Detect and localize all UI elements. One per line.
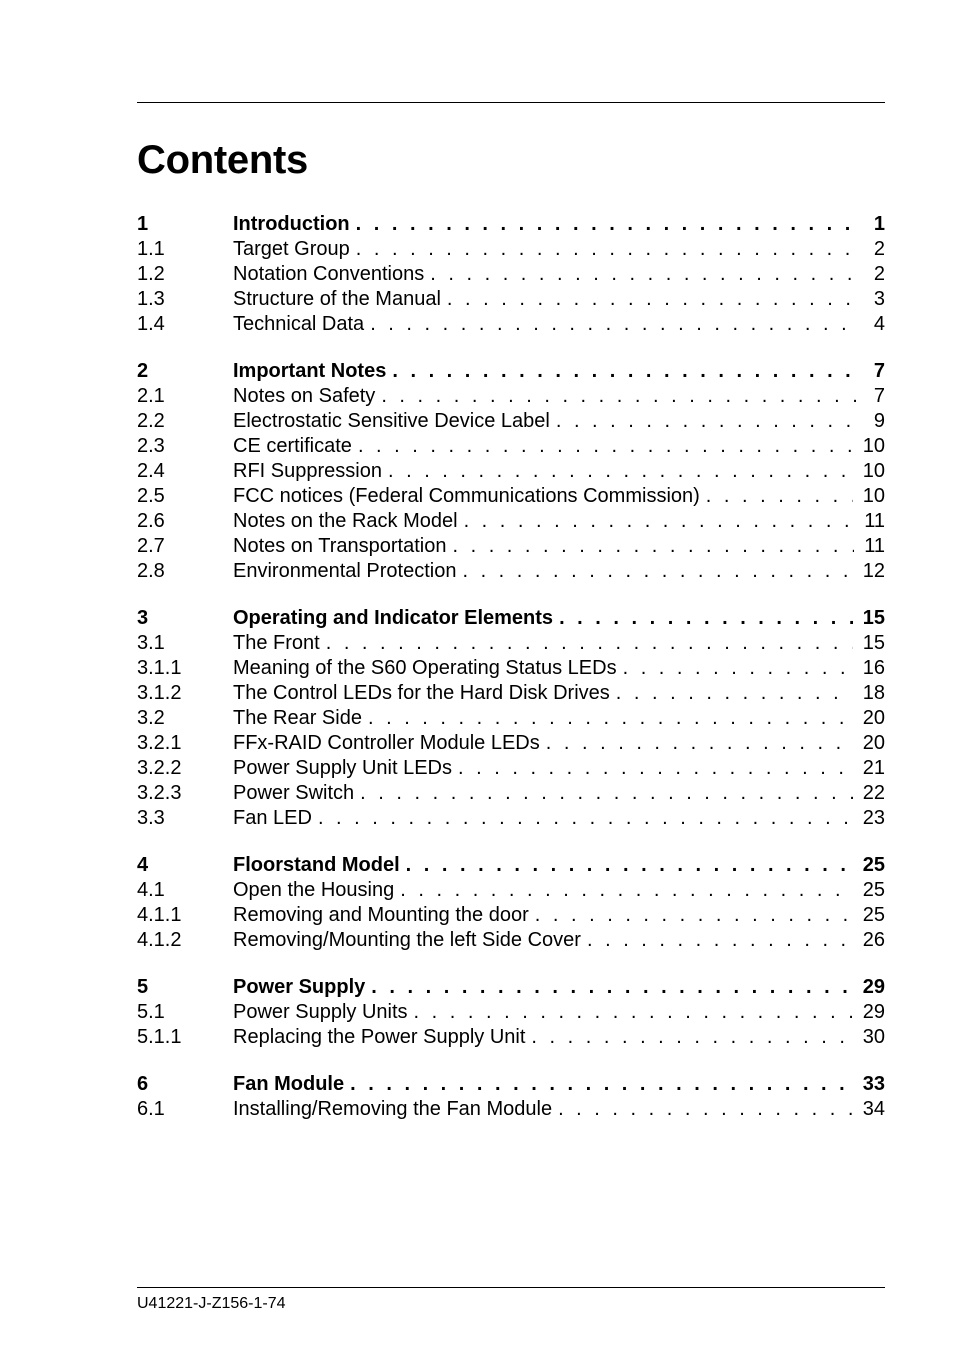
entry-number: 4.1.2	[137, 929, 182, 951]
toc-chapter-group	[137, 1072, 885, 1122]
entry-number: 2.8	[137, 560, 165, 582]
toc-chapter-group	[137, 853, 885, 953]
entry-title: Open the Housing . . .	[233, 878, 885, 903]
entry-title: Technical Data . . .	[233, 312, 885, 337]
toc-section-entry[interactable]	[137, 656, 885, 681]
entry-title: Floorstand Model . . .	[233, 853, 885, 878]
entry-page-number: 15	[853, 606, 885, 631]
entry-number: 2.4	[137, 460, 165, 482]
entry-title: The Front . . .	[233, 631, 885, 656]
toc-chapter-entry[interactable]	[137, 212, 885, 237]
toc-section-entry[interactable]	[137, 534, 885, 559]
entry-page-number: 10	[853, 434, 885, 459]
entry-page-number: 12	[853, 559, 885, 584]
toc-section-entry[interactable]	[137, 878, 885, 903]
entry-title: The Rear Side . . .	[233, 706, 885, 731]
toc-chapter-entry[interactable]	[137, 975, 885, 1000]
entry-title: Meaning of the S60 Operating Status LEDs . . .	[233, 656, 885, 681]
entry-page-number: 25	[853, 878, 885, 903]
entry-number: 2.3	[137, 435, 165, 457]
toc-section-entry[interactable]	[137, 756, 885, 781]
entry-number: 1.1	[137, 238, 165, 260]
toc-section-entry[interactable]	[137, 631, 885, 656]
toc-section-entry[interactable]	[137, 1025, 885, 1050]
entry-number: 6	[137, 1073, 149, 1095]
toc-section-entry[interactable]	[137, 706, 885, 731]
entry-page-number: 7	[857, 359, 885, 384]
entry-page-number: 29	[853, 1000, 885, 1025]
entry-number: 2.7	[137, 535, 165, 557]
entry-number: 1.3	[137, 288, 165, 310]
entry-page-number: 18	[853, 681, 885, 706]
entry-title: Power Supply Unit LEDs . . .	[233, 756, 885, 781]
entry-number: 4.1	[137, 879, 165, 901]
entry-number: 3.2.3	[137, 782, 182, 804]
entry-number: 3	[137, 607, 149, 629]
toc-section-entry[interactable]	[137, 928, 885, 953]
entry-title: Notes on Safety . . .	[233, 384, 885, 409]
entry-page-number: 30	[853, 1025, 885, 1050]
entry-title: Power Supply Units . . .	[233, 1000, 885, 1025]
entry-number: 6.1	[137, 1098, 165, 1120]
entry-number: 5	[137, 976, 149, 998]
toc-chapter-group	[137, 606, 885, 831]
entry-number: 5.1.1	[137, 1026, 182, 1048]
toc-section-entry[interactable]	[137, 484, 885, 509]
toc-section-entry[interactable]	[137, 434, 885, 459]
entry-page-number: 2	[857, 237, 885, 262]
entry-number: 1.2	[137, 263, 165, 285]
entry-number: 4	[137, 854, 149, 876]
entry-title: The Control LEDs for the Hard Disk Drives . . .	[233, 681, 885, 706]
entry-page-number: 10	[853, 459, 885, 484]
entry-page-number: 4	[857, 312, 885, 337]
entry-page-number: 29	[853, 975, 885, 1000]
toc-section-entry[interactable]	[137, 806, 885, 831]
entry-title: Important Notes . . .	[233, 359, 885, 384]
toc-section-entry[interactable]	[137, 781, 885, 806]
document-code: U41221-J-Z156-1-74	[137, 1295, 286, 1312]
entry-page-number: 26	[853, 928, 885, 953]
entry-page-number: 21	[853, 756, 885, 781]
toc-section-entry[interactable]	[137, 1097, 885, 1122]
entry-page-number: 20	[853, 706, 885, 731]
entry-number: 1.4	[137, 313, 165, 335]
entry-page-number: 25	[853, 853, 885, 878]
entry-title: Target Group . . .	[233, 237, 885, 262]
entry-title: Fan LED . . .	[233, 806, 885, 831]
entry-title: CE certificate . . .	[233, 434, 885, 459]
entry-page-number: 33	[853, 1072, 885, 1097]
entry-title: Notes on Transportation . . .	[233, 534, 885, 559]
entry-page-number: 23	[853, 806, 885, 831]
table-of-contents	[137, 212, 885, 1144]
entry-page-number: 11	[854, 534, 885, 559]
entry-title: FFx-RAID Controller Module LEDs . . .	[233, 731, 885, 756]
toc-chapter-group	[137, 359, 885, 584]
toc-chapter-group	[137, 975, 885, 1050]
toc-section-entry[interactable]	[137, 731, 885, 756]
entry-number: 2	[137, 360, 149, 382]
toc-section-entry[interactable]	[137, 903, 885, 928]
entry-title: Notes on the Rack Model . . .	[233, 509, 885, 534]
entry-page-number: 7	[857, 384, 885, 409]
entry-number: 1	[137, 213, 149, 235]
entry-title: FCC notices (Federal Communications Commission) . . .	[233, 484, 885, 509]
header-rule	[137, 102, 885, 103]
entry-page-number: 25	[853, 903, 885, 928]
entry-page-number: 16	[853, 656, 885, 681]
footer-rule	[137, 1287, 885, 1288]
entry-title: Power Supply . . .	[233, 975, 885, 1000]
entry-number: 3.3	[137, 807, 165, 829]
entry-number: 5.1	[137, 1001, 165, 1023]
toc-section-entry[interactable]	[137, 287, 885, 312]
entry-number: 2.6	[137, 510, 165, 532]
page-title: Contents	[137, 138, 308, 182]
entry-title: Electrostatic Sensitive Device Label . . .	[233, 409, 885, 434]
toc-section-entry[interactable]	[137, 509, 885, 534]
entry-title: Notation Conventions . . .	[233, 262, 885, 287]
entry-page-number: 9	[857, 409, 885, 434]
entry-page-number: 11	[854, 509, 885, 534]
toc-section-entry[interactable]	[137, 459, 885, 484]
entry-page-number: 10	[853, 484, 885, 509]
entry-number: 3.2	[137, 707, 165, 729]
toc-section-entry[interactable]	[137, 1000, 885, 1025]
entry-title: Operating and Indicator Elements . . .	[233, 606, 885, 631]
entry-number: 3.1.1	[137, 657, 182, 679]
entry-number: 3.2.1	[137, 732, 182, 754]
entry-number: 4.1.1	[137, 904, 182, 926]
entry-number: 2.1	[137, 385, 165, 407]
toc-chapter-entry[interactable]	[137, 853, 885, 878]
toc-section-entry[interactable]	[137, 681, 885, 706]
toc-section-entry[interactable]	[137, 237, 885, 262]
entry-title: Replacing the Power Supply Unit . . .	[233, 1025, 885, 1050]
toc-section-entry[interactable]	[137, 312, 885, 337]
entry-number: 2.2	[137, 410, 165, 432]
entry-page-number: 15	[853, 631, 885, 656]
toc-section-entry[interactable]	[137, 409, 885, 434]
entry-page-number: 1	[857, 212, 885, 237]
entry-number: 3.2.2	[137, 757, 182, 779]
entry-number: 3.1.2	[137, 682, 182, 704]
entry-title: Fan Module . . .	[233, 1072, 885, 1097]
entry-number: 3.1	[137, 632, 165, 654]
entry-title: Installing/Removing the Fan Module . . .	[233, 1097, 885, 1122]
entry-title: Removing/Mounting the left Side Cover . . .	[233, 928, 885, 953]
toc-section-entry[interactable]	[137, 262, 885, 287]
entry-title: Introduction . . .	[233, 212, 885, 237]
entry-page-number: 20	[853, 731, 885, 756]
entry-page-number: 34	[853, 1097, 885, 1122]
toc-section-entry[interactable]	[137, 559, 885, 584]
toc-section-entry[interactable]	[137, 384, 885, 409]
entry-number: 2.5	[137, 485, 165, 507]
toc-chapter-entry[interactable]	[137, 359, 885, 384]
entry-title: Environmental Protection . . .	[233, 559, 885, 584]
entry-title: Power Switch . . .	[233, 781, 885, 806]
entry-title: Removing and Mounting the door . . .	[233, 903, 885, 928]
toc-chapter-group	[137, 212, 885, 337]
entry-title: RFI Suppression . . .	[233, 459, 885, 484]
entry-title: Structure of the Manual . . .	[233, 287, 885, 312]
toc-chapter-entry[interactable]	[137, 1072, 885, 1097]
entry-page-number: 2	[857, 262, 885, 287]
entry-page-number: 22	[853, 781, 885, 806]
entry-page-number: 3	[857, 287, 885, 312]
toc-chapter-entry[interactable]	[137, 606, 885, 631]
